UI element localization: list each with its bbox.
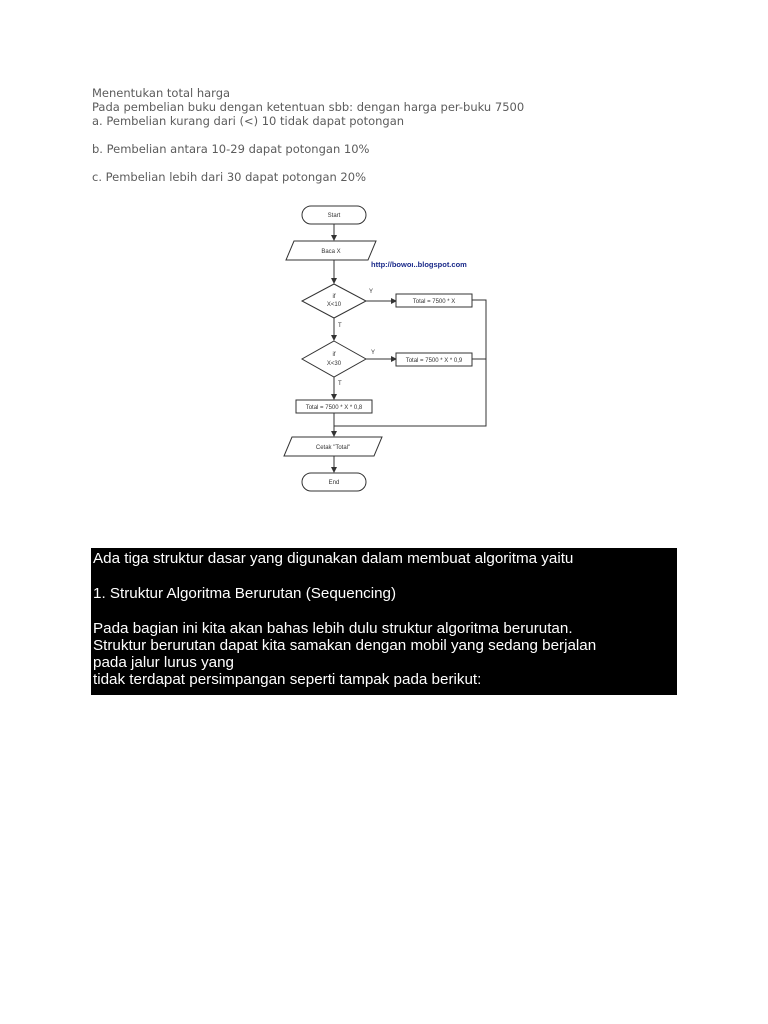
decision-2-if: if	[332, 352, 336, 358]
no-label-2: T	[338, 381, 342, 387]
decision-1-cond: X<10	[326, 302, 342, 308]
process-1-label: Total = 7500 * X	[412, 299, 456, 305]
intro-title: Menentukan total harga	[92, 86, 231, 100]
decision-2-cond: X<30	[326, 361, 342, 367]
yes-label-2: Y	[371, 350, 376, 356]
algorithm-structure-box	[91, 548, 677, 695]
decision-1-if: if	[332, 294, 336, 300]
rule-b: b. Pembelian antara 10-29 dapat potongan 10%	[92, 142, 370, 156]
decision-2-diamond	[302, 341, 366, 377]
flowchart	[272, 200, 504, 500]
blog-watermark: http://bowoı..blogspot.com	[371, 260, 467, 269]
no-label-1: T	[338, 323, 342, 329]
rule-c: c. Pembelian lebih dari 30 dapat potongan 20%	[92, 170, 366, 184]
start-label: Start	[327, 213, 341, 219]
output-label: Cetak "Total"	[315, 445, 351, 451]
box-paragraph-2: Struktur berurutan dapat kita samakan dengan mobil yang sedang berjalan	[93, 637, 597, 654]
process-3-label: Total = 7500 * X * 0,8	[305, 405, 363, 411]
box-heading: Ada tiga struktur dasar yang digunakan dalam membuat algoritma yaitu	[93, 550, 574, 567]
decision-1-diamond	[302, 284, 366, 318]
flowchart-svg	[272, 200, 504, 500]
box-paragraph-4: tidak terdapat persimpangan seperti tampak pada berikut:	[93, 671, 482, 688]
yes-label-1: Y	[369, 289, 374, 295]
box-paragraph-3: pada jalur lurus yang	[93, 654, 234, 671]
box-paragraph-1: Pada bagian ini kita akan bahas lebih dulu struktur algoritma berurutan.	[93, 620, 573, 637]
intro-text	[92, 86, 692, 184]
end-label: End	[328, 480, 340, 486]
process-2-label: Total = 7500 * X * 0,9	[405, 358, 463, 364]
box-section-title: 1. Struktur Algoritma Berurutan (Sequencing)	[93, 585, 397, 602]
intro-condition: Pada pembelian buku dengan ketentuan sbb: dengan harga per-buku 7500	[92, 100, 525, 114]
input-label: Baca X	[321, 249, 341, 255]
rule-a: a. Pembelian kurang dari (<) 10 tidak dapat potongan	[92, 114, 405, 128]
